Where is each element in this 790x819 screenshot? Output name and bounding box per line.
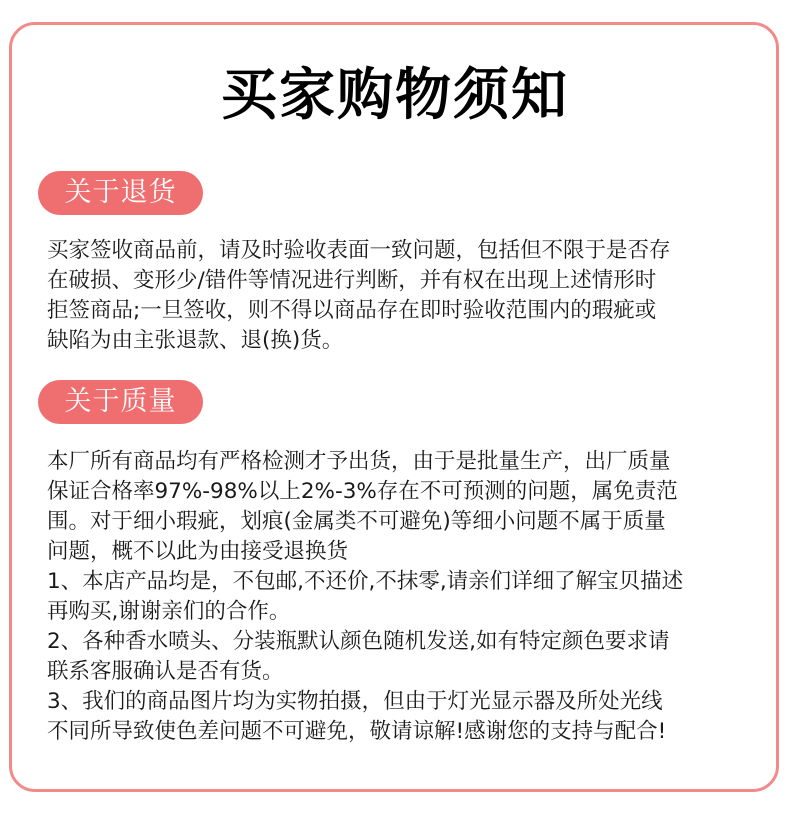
- returns-line: 拒签商品;一旦签收，则不得以商品存在即时验收范围内的瑕疵或: [47, 298, 657, 323]
- quality-line: 联系客服确认是否有货。: [47, 659, 284, 684]
- quality-line: 1、本店产品均是，不包邮,不还价,不抹零,请亲们详细了解宝贝描述: [47, 569, 684, 594]
- section-heading-returns: 关于退货: [38, 171, 203, 215]
- quality-line: 2、各种香水喷头、分装瓶默认颜色随机发送,如有特定颜色要求请: [47, 629, 670, 654]
- quality-line: 再购买,谢谢亲们的合作。: [47, 599, 291, 624]
- quality-line: 本厂所有商品均有严格检测才予出货，由于是批量生产，出厂质量: [47, 449, 671, 474]
- page-title: 买家购物须知: [221, 63, 569, 128]
- quality-line: 问题，概不以此为由接受退换货: [47, 539, 349, 564]
- returns-paragraph: [47, 236, 757, 356]
- returns-line: 在破损、变形少/错件等情况进行判断，并有权在出现上述情形时: [47, 268, 657, 293]
- quality-line: 围。对于细小瑕疵，划痕(金属类不可避免)等细小问题不属于质量: [47, 509, 666, 534]
- quality-line: 不同所导致使色差问题不可避免，敬请谅解!感谢您的支持与配合!: [47, 719, 667, 744]
- returns-line: 缺陷为由主张退款、退(换)货。: [47, 328, 344, 353]
- quality-line: 保证合格率97%-98%以上2%-3%存在不可预测的问题，属免责范: [47, 479, 678, 504]
- quality-line: 3、我们的商品图片均为实物拍摄，但由于灯光显示器及所处光线: [47, 689, 663, 714]
- section-heading-quality: 关于质量: [38, 380, 203, 424]
- returns-line: 买家签收商品前，请及时验收表面一致问题，包括但不限于是否存: [47, 238, 671, 263]
- quality-paragraph: [47, 447, 757, 747]
